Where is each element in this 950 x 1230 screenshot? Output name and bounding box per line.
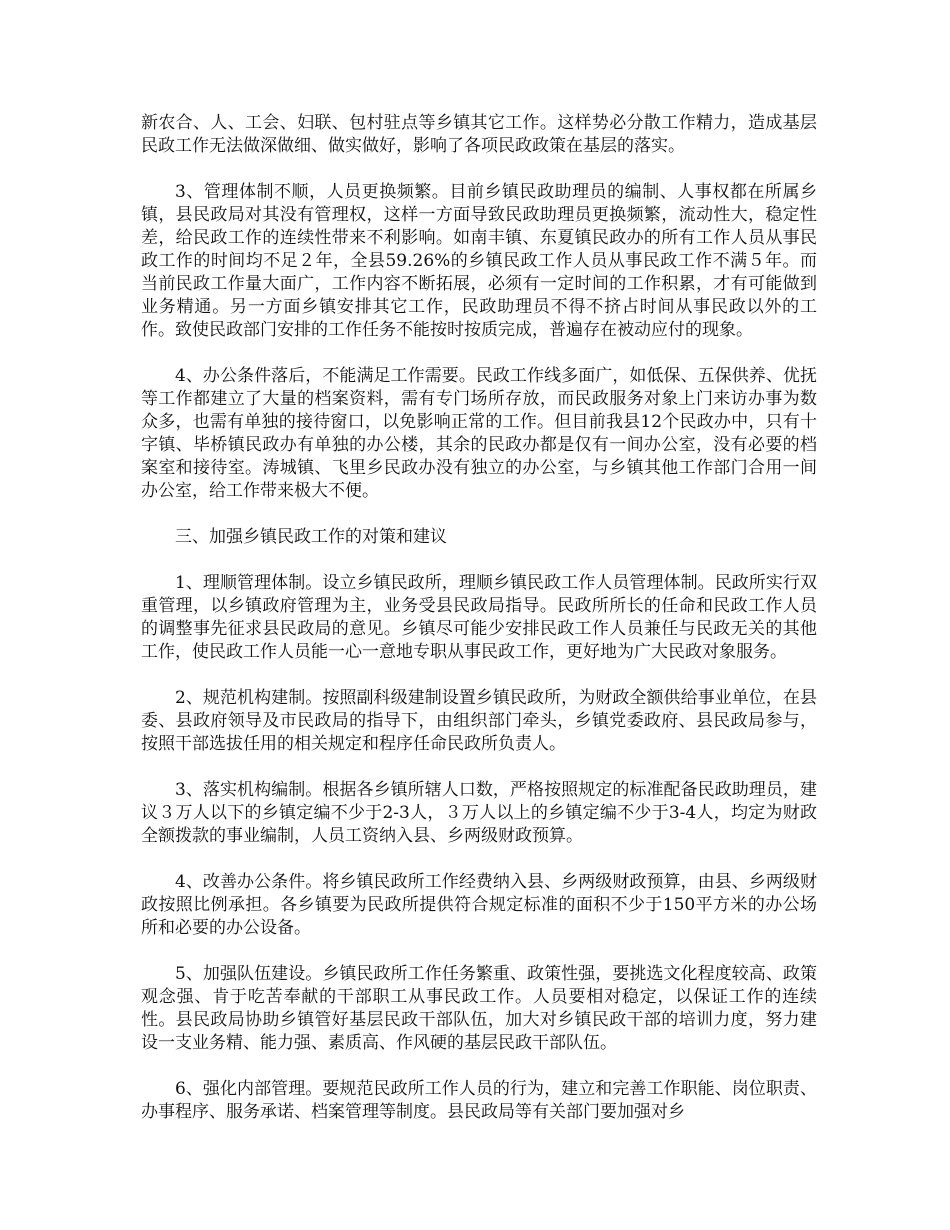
paragraph-team-building: 5、加强队伍建设。乡镇民政所工作任务繁重、政策性强，要挑选文化程度较高、政策观念强、肯于吃苦奉献的干部职工从事民政工作。人员要相对稳定，以保证工作的连续性。县民政局协助乡镇管好基层民政干部队伍，加大对乡镇民政干部的培训力度，努力建设一支业务精、能力强、素质高、作风硬的基层民政干部队伍。 (141, 964, 817, 1053)
paragraph-internal-management: 6、强化内部管理。要规范民政所工作人员的行为，建立和完善工作职能、岗位职责、办事程序、服务承诺、档案管理等制度。县民政局等有关部门要加强对乡 (141, 1079, 817, 1122)
paragraph-standardize-structure: 2、规范机构建制。按照副科级建制设置乡镇民政所，为财政全额供给事业单位，在县委、县政府领导及市民政局的指导下，由组织部门牵头，乡镇党委政府、县民政局参与，按照干部选拔任用的相关规定和程序任命民政所负责人。 (141, 688, 817, 754)
paragraph-office-improvement: 4、改善办公条件。将乡镇民政所工作经费纳入县、乡两级财政预算，由县、乡两级财政按照比例承担。各乡镇要为民政所提供符合规定标准的面积不少于150平方米的办公场所和必要的办公设备。 (141, 872, 817, 938)
paragraph-streamline-management: 1、理顺管理体制。设立乡镇民政所，理顺乡镇民政工作人员管理体制。民政所实行双重管理，以乡镇政府管理为主，业务受县民政局指导。民政所所长的任命和民政工作人员的调整事先征求县民政局的意见。乡镇尽可能少安排民政工作人员兼任与民政无关的其他工作，使民政工作人员能一心一意地专职从事民政工作，更好地为广大民政对象服务。 (141, 573, 817, 662)
section-heading-countermeasures: 三、加强乡镇民政工作的对策和建议 (175, 527, 447, 547)
paragraph-management-system-issue: 3、管理体制不顺，人员更换频繁。目前乡镇民政助理员的编制、人事权都在所属乡镇，县民政局对其没有管理权，这样一方面导致民政助理员更换频繁，流动性大，稳定性差，给民政工作的连续性带来不利影响。如南丰镇、东夏镇民政办的所有工作人员从事民政工作的时间均不足２年，全县59.26%的乡镇民政工作人员从事民政工作不满５年。而当前民政工作量大面广，工作内容不断拓展，必须有一定时间的工作积累，才有可能做到业务精通。另一方面乡镇安排其它工作，民政助理员不得不挤占时间从事民政以外的工作。致使民政部门安排的工作任务不能按时按质完成，普遍存在被动应付的现象。 (141, 182, 817, 340)
document-body (141, 112, 817, 1147)
paragraph-staffing-quota: 3、落实机构编制。根据各乡镇所辖人口数，严格按照规定的标准配备民政助理员，建议３万人以下的乡镇定编不少于2-3人，３万人以上的乡镇定编不少于3-4人，均定为财政全额拨款的事业编制，人员工资纳入县、乡两级财政预算。 (141, 780, 817, 846)
paragraph-office-conditions-issue: 4、办公条件落后，不能满足工作需要。民政工作线多面广，如低保、五保供养、优抚等工作都建立了大量的档案资料，需有专门场所存放，而民政服务对象上门来访办事为数众多，也需有单独的接待窗口，以免影响正常的工作。但目前我县12个民政办中，只有十字镇、毕桥镇民政办有单独的办公楼，其余的民政办都是仅有一间办公室，没有必要的档案室和接待室。涛城镇、飞里乡民政办没有独立的办公室，与乡镇其他工作部门合用一间办公室，给工作带来极大不便。 (141, 366, 817, 501)
paragraph-continuation: 新农合、人、工会、妇联、包村驻点等乡镇其它工作。这样势必分散工作精力，造成基层民政工作无法做深做细、做实做好，影响了各项民政政策在基层的落实。 (141, 113, 817, 156)
